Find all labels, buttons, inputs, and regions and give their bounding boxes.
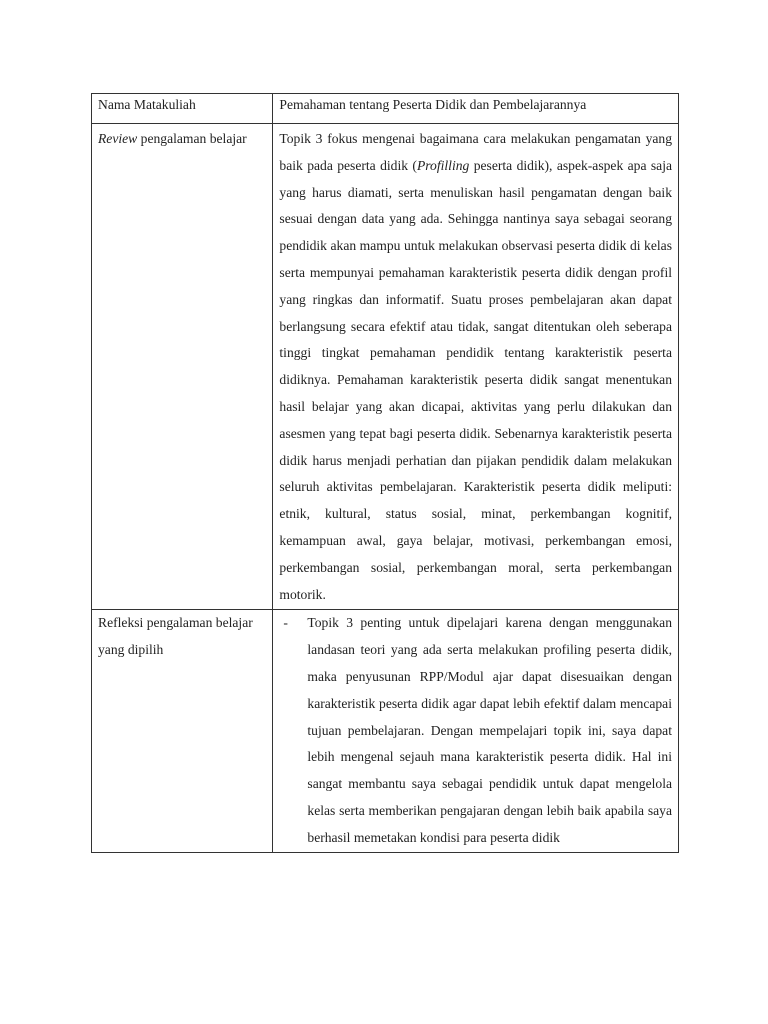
bullet-text: Topik 3 penting untuk dipelajari karena dengan menggunakan landasan teori yang ada serta melakukan profiling peserta didik, maka penyusunan RPP/Modul ajar dapat disesuaikan dengan karakteristik peserta didik agar dapat lebih efektif dalam mencapai tujuan pembelajaran. Dengan mempelajari topik ini, saya dapat lebih mengenal sejauh mana karakteristik peserta didik. Hal ini sangat membantu saya sebagai pendidik untuk dapat mengelola kelas serta memberikan pengajaran dengan lebih baik apabila saya berhasil memetakan kondisi para peserta didik — [307, 615, 672, 845]
table-row — [92, 124, 679, 610]
review-label-italic: Review — [98, 131, 138, 146]
review-content-italic: Profilling — [416, 157, 470, 173]
review-label-cell — [92, 124, 273, 610]
course-name-label-cell — [92, 94, 273, 124]
review-label-rest: pengalaman belajar — [137, 131, 247, 146]
refleksi-label: Refleksi pengalaman belajar yang dipilih — [98, 615, 253, 658]
reflection-table — [91, 93, 679, 853]
table-row — [92, 94, 679, 124]
review-content-part1: Topik 3 fokus mengenai bagaimana cara melakukan pengamatan yang baik pada peserta didik ( — [279, 131, 672, 173]
review-content-part2: peserta didik), aspek-aspek apa saja yang harus diamati, serta menuliskan hasil pengamatan dengan baik sesuai dengan data yang ada. Sehingga nantinya saya sebagai seorang pendidik akan mampu untuk melakukan observasi peserta didik di kelas serta mempunyai pemahaman karakteristik peserta didik dengan profil yang ringkas dan informatif. Suatu proses pembelajaran akan dapat berlangsung secara efektif atau tidak, sangat ditentukan oleh seberapa tinggi tingkat pemahaman pendidik tentang karakteristik peserta didiknya. Pemahaman karakteristik peserta didik sangat menentukan hasil belajar yang akan dicapai, aktivitas yang perlu dilakukan dan asesmen yang tepat bagi peserta didik. Sebenarnya karakteristik peserta didik harus menjadi perhatian dan pijakan pendidik dalam melakukan seluruh aktivitas pembelajaran. Karakteristik peserta didik meliputi: etnik, kultural, status sosial, minat, perkembangan kognitif, kemampuan awal, gaya belajar, motivasi, perkembangan emosi, perkembangan sosial, perkembangan moral, serta perkembangan motorik. — [279, 157, 673, 602]
refleksi-bullet-list — [279, 610, 672, 851]
list-item — [279, 610, 672, 851]
table-row — [92, 610, 679, 852]
course-name-value: Pemahaman tentang Peserta Didik dan Pembelajarannya — [279, 97, 587, 112]
refleksi-content-cell — [273, 610, 679, 852]
refleksi-label-cell — [92, 610, 273, 852]
course-name-value-cell — [273, 94, 679, 124]
course-name-label: Nama Matakuliah — [98, 97, 196, 112]
review-content-cell — [273, 124, 679, 610]
bullet-marker: - — [283, 615, 288, 631]
